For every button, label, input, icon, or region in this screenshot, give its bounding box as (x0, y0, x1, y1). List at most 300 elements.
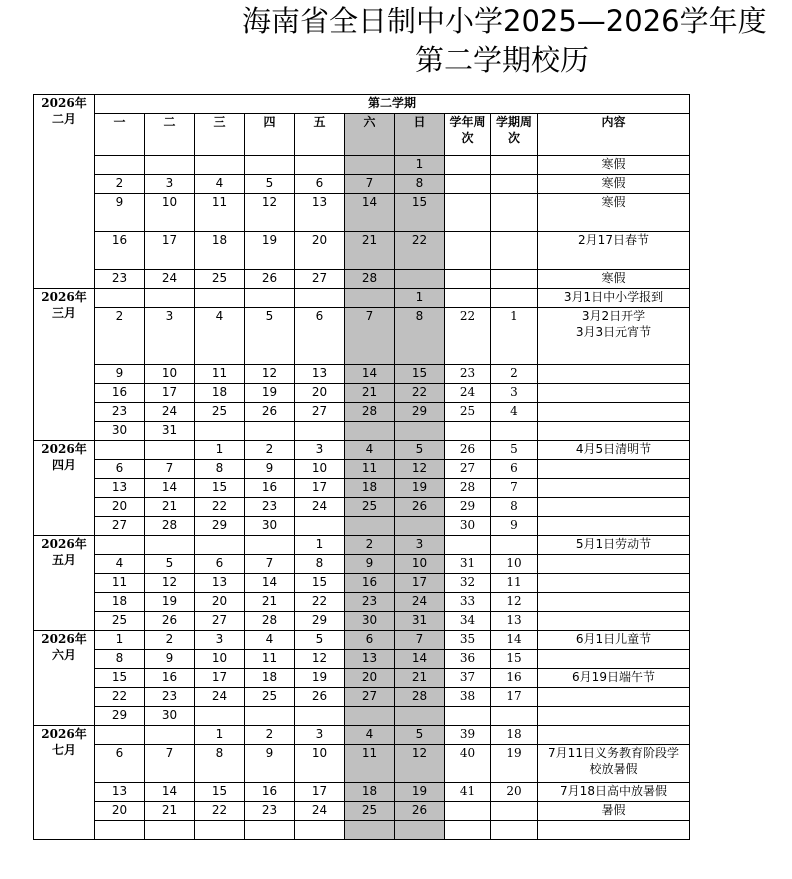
week-row (34, 745, 690, 783)
day-cell: 1 (395, 289, 445, 308)
day-cell: 3 (295, 441, 345, 460)
day-cell: 2 (345, 536, 395, 555)
day-cell: 12 (145, 574, 195, 593)
day-cell: 12 (395, 745, 445, 783)
day-cell: 26 (395, 802, 445, 821)
day-cell: 16 (345, 574, 395, 593)
day-cell: 4 (345, 441, 395, 460)
day-cell: 17 (195, 669, 245, 688)
month-name: 七月 (51, 743, 76, 757)
day-cell (95, 156, 145, 175)
school-year-week-cell: 30 (445, 517, 491, 536)
content-cell (538, 479, 690, 498)
day-cell: 1 (295, 536, 345, 555)
day-cell: 3 (145, 175, 195, 194)
semester-week-cell (491, 422, 538, 441)
day-cell: 12 (295, 650, 345, 669)
day-cell: 27 (345, 688, 395, 707)
day-cell: 13 (195, 574, 245, 593)
day-cell (295, 289, 345, 308)
day-cell: 8 (195, 460, 245, 479)
content-cell (538, 156, 690, 175)
header-month-cell (34, 95, 95, 289)
day-cell: 12 (245, 194, 295, 232)
day-cell: 21 (145, 498, 195, 517)
day-cell: 10 (295, 745, 345, 783)
day-cell: 5 (145, 555, 195, 574)
day-cell: 11 (195, 194, 245, 232)
day-cell: 26 (245, 403, 295, 422)
day-cell: 23 (245, 802, 295, 821)
day-cell: 25 (345, 802, 395, 821)
day-cell: 4 (195, 175, 245, 194)
content-cell (538, 593, 690, 612)
day-cell: 29 (195, 517, 245, 536)
content-header: 内容 (538, 114, 690, 156)
semester-week-cell: 6 (491, 460, 538, 479)
month-year: 2026年 (41, 632, 87, 646)
day-cell: 21 (345, 232, 395, 270)
day-cell: 17 (145, 232, 195, 270)
school-year-week-header: 学年周次 (445, 114, 491, 156)
day-cell: 24 (145, 403, 195, 422)
day-cell: 15 (195, 783, 245, 802)
week-row (34, 555, 690, 574)
day-cell: 15 (95, 669, 145, 688)
content-cell (538, 574, 690, 593)
day-cell: 13 (95, 783, 145, 802)
content-note: 6月1日儿童节 (575, 632, 652, 646)
week-row (34, 783, 690, 802)
day-cell (345, 821, 395, 840)
day-cell (395, 821, 445, 840)
day-cell: 12 (395, 460, 445, 479)
day-cell: 5 (395, 726, 445, 745)
content-cell (538, 669, 690, 688)
day-cell: 13 (345, 650, 395, 669)
month-name: 六月 (51, 648, 76, 662)
day-cell: 2 (145, 631, 195, 650)
day-cell: 11 (245, 650, 295, 669)
day-cell: 20 (295, 384, 345, 403)
semester-week-cell: 4 (491, 403, 538, 422)
day-cell: 8 (395, 308, 445, 365)
week-row (34, 479, 690, 498)
content-cell (538, 365, 690, 384)
day-cell: 27 (295, 403, 345, 422)
day-cell: 14 (145, 783, 195, 802)
day-cell: 27 (195, 612, 245, 631)
day-cell (195, 821, 245, 840)
content-cell (538, 821, 690, 840)
week-row (34, 574, 690, 593)
school-year-week-cell (445, 536, 491, 555)
month-name: 三月 (51, 306, 76, 320)
semester-week-cell: 10 (491, 555, 538, 574)
day-cell (95, 536, 145, 555)
day-cell: 6 (345, 631, 395, 650)
day-cell: 12 (245, 365, 295, 384)
day-cell: 17 (295, 783, 345, 802)
semester-week-cell: 1 (491, 308, 538, 365)
school-year-week-cell: 25 (445, 403, 491, 422)
semester-week-cell (491, 156, 538, 175)
day-cell (245, 422, 295, 441)
day-cell: 6 (195, 555, 245, 574)
content-cell (538, 308, 690, 365)
day-cell: 11 (345, 745, 395, 783)
semester-week-cell: 2 (491, 365, 538, 384)
school-year-week-cell (445, 270, 491, 289)
day-cell: 8 (395, 175, 445, 194)
content-cell (538, 422, 690, 441)
month-label-cell (34, 289, 95, 441)
page-subtitle: 第二学期校历 (415, 43, 590, 77)
day-cell (95, 441, 145, 460)
day-cell: 30 (145, 707, 195, 726)
school-year-week-cell: 23 (445, 365, 491, 384)
day-cell: 9 (345, 555, 395, 574)
day-cell: 22 (195, 802, 245, 821)
day-cell (245, 289, 295, 308)
school-year-week-cell (445, 194, 491, 232)
week-row (34, 612, 690, 631)
week-row (34, 726, 690, 745)
day-cell: 13 (295, 194, 345, 232)
day-cell: 25 (245, 688, 295, 707)
day-cell: 14 (145, 479, 195, 498)
week-row (34, 669, 690, 688)
day-cell: 22 (295, 593, 345, 612)
day-cell: 26 (395, 498, 445, 517)
school-year-week-cell: 29 (445, 498, 491, 517)
semester-week-cell: 11 (491, 574, 538, 593)
day-cell: 19 (145, 593, 195, 612)
school-year-week-cell (445, 175, 491, 194)
day-cell: 23 (145, 688, 195, 707)
day-cell: 19 (245, 384, 295, 403)
day-cell: 25 (95, 612, 145, 631)
school-year-week-cell: 22 (445, 308, 491, 365)
semester-week-cell (491, 821, 538, 840)
day-cell: 6 (95, 460, 145, 479)
day-cell: 1 (95, 631, 145, 650)
day-cell: 20 (345, 669, 395, 688)
content-cell (538, 688, 690, 707)
content-cell (538, 555, 690, 574)
day-cell: 15 (395, 194, 445, 232)
day-cell (245, 707, 295, 726)
semester-week-cell: 7 (491, 479, 538, 498)
week-row (34, 821, 690, 840)
semester-week-header: 学期周次 (491, 114, 538, 156)
week-row (34, 232, 690, 270)
semester-week-cell: 9 (491, 517, 538, 536)
day-cell: 23 (345, 593, 395, 612)
content-cell (538, 460, 690, 479)
day-cell: 20 (295, 232, 345, 270)
day-cell: 15 (295, 574, 345, 593)
day-cell: 10 (295, 460, 345, 479)
day-cell: 26 (245, 270, 295, 289)
school-year-week-cell: 32 (445, 574, 491, 593)
semester-week-cell: 16 (491, 669, 538, 688)
content-cell (538, 726, 690, 745)
day-cell: 9 (95, 365, 145, 384)
content-note: 校放暑假 (589, 762, 638, 776)
school-year-week-cell: 36 (445, 650, 491, 669)
week-row (34, 498, 690, 517)
content-cell (538, 631, 690, 650)
day-cell (245, 821, 295, 840)
page-title: 海南省全日制中小学2025—2026学年度 (242, 4, 767, 38)
day-cell: 14 (395, 650, 445, 669)
day-cell: 3 (295, 726, 345, 745)
content-cell (538, 650, 690, 669)
day-cell: 31 (145, 422, 195, 441)
day-cell: 30 (95, 422, 145, 441)
content-cell (538, 707, 690, 726)
weekday-wed: 三 (195, 114, 245, 156)
semester-week-cell: 5 (491, 441, 538, 460)
day-cell: 20 (195, 593, 245, 612)
month-name: 五月 (51, 553, 76, 567)
day-cell: 1 (395, 156, 445, 175)
day-cell: 16 (145, 669, 195, 688)
day-cell: 9 (145, 650, 195, 669)
day-cell: 7 (145, 460, 195, 479)
school-year-week-cell: 27 (445, 460, 491, 479)
semester-week-cell: 12 (491, 593, 538, 612)
month-year: 2026年 (41, 290, 87, 304)
content-cell (538, 289, 690, 308)
day-cell: 3 (145, 308, 195, 365)
day-cell: 5 (295, 631, 345, 650)
day-cell: 24 (295, 498, 345, 517)
day-cell: 21 (145, 802, 195, 821)
day-cell: 24 (295, 802, 345, 821)
semester-week-cell: 8 (491, 498, 538, 517)
day-cell (345, 156, 395, 175)
day-cell: 4 (195, 308, 245, 365)
content-note: 6月19日端午节 (572, 670, 655, 684)
week-row (34, 403, 690, 422)
day-cell (345, 707, 395, 726)
semester-week-cell (491, 175, 538, 194)
day-cell: 22 (95, 688, 145, 707)
day-cell: 7 (145, 745, 195, 783)
day-cell (145, 726, 195, 745)
day-cell: 10 (145, 365, 195, 384)
day-cell: 13 (295, 365, 345, 384)
school-year-week-cell: 41 (445, 783, 491, 802)
day-cell: 3 (395, 536, 445, 555)
day-cell: 19 (395, 479, 445, 498)
day-cell (295, 707, 345, 726)
content-note: 3月1日中小学报到 (563, 290, 664, 304)
month-name: 四月 (51, 458, 76, 472)
week-row (34, 631, 690, 650)
day-cell: 10 (195, 650, 245, 669)
day-cell: 25 (195, 403, 245, 422)
day-cell (195, 156, 245, 175)
content-cell (538, 232, 690, 270)
week-row (34, 517, 690, 536)
month-year: 2026年 (41, 442, 87, 456)
day-cell: 5 (245, 308, 295, 365)
school-year-week-cell (445, 802, 491, 821)
content-note: 7月11日义务教育阶段学 (548, 746, 679, 760)
day-cell: 26 (295, 688, 345, 707)
month-label-cell (34, 441, 95, 536)
school-year-week-cell: 24 (445, 384, 491, 403)
day-cell: 18 (95, 593, 145, 612)
day-cell: 7 (245, 555, 295, 574)
day-cell (295, 821, 345, 840)
day-cell: 20 (95, 498, 145, 517)
day-cell: 21 (395, 669, 445, 688)
day-cell (145, 441, 195, 460)
day-cell: 7 (345, 175, 395, 194)
content-note: 4月5日清明节 (575, 442, 652, 456)
school-year-week-cell (445, 422, 491, 441)
day-cell: 19 (295, 669, 345, 688)
day-cell: 17 (145, 384, 195, 403)
day-cell: 29 (95, 707, 145, 726)
header-month: 二月 (51, 112, 76, 126)
day-cell: 19 (245, 232, 295, 270)
day-cell (395, 270, 445, 289)
day-cell: 16 (245, 479, 295, 498)
semester-week-cell: 15 (491, 650, 538, 669)
content-cell (538, 175, 690, 194)
day-cell (145, 821, 195, 840)
day-cell (95, 726, 145, 745)
day-cell: 19 (395, 783, 445, 802)
day-cell: 16 (245, 783, 295, 802)
week-row (34, 688, 690, 707)
day-cell (345, 289, 395, 308)
day-cell (195, 536, 245, 555)
semester-week-cell: 3 (491, 384, 538, 403)
day-cell: 10 (395, 555, 445, 574)
day-cell (245, 156, 295, 175)
day-cell: 15 (195, 479, 245, 498)
content-note: 暑假 (601, 803, 626, 817)
day-cell: 9 (245, 460, 295, 479)
day-cell: 2 (95, 308, 145, 365)
school-year-week-cell: 39 (445, 726, 491, 745)
day-cell: 30 (245, 517, 295, 536)
day-cell: 18 (195, 232, 245, 270)
content-note: 寒假 (601, 176, 626, 190)
content-note: 寒假 (601, 157, 626, 171)
semester-header: 第二学期 (95, 95, 690, 114)
day-cell: 8 (95, 650, 145, 669)
weekday-sun: 日 (395, 114, 445, 156)
day-cell: 6 (295, 308, 345, 365)
day-cell (95, 821, 145, 840)
content-note: 3月2日开学 (581, 309, 646, 323)
day-cell: 9 (95, 194, 145, 232)
week-row (34, 650, 690, 669)
school-year-week-cell: 37 (445, 669, 491, 688)
day-cell: 24 (395, 593, 445, 612)
semester-week-cell: 17 (491, 688, 538, 707)
day-cell: 13 (95, 479, 145, 498)
school-year-week-cell (445, 289, 491, 308)
week-row (34, 194, 690, 232)
semester-week-cell: 13 (491, 612, 538, 631)
day-cell: 25 (195, 270, 245, 289)
week-row (34, 707, 690, 726)
week-row (34, 270, 690, 289)
day-cell: 4 (245, 631, 295, 650)
header-year: 2026年 (41, 96, 87, 110)
school-year-week-cell (445, 156, 491, 175)
day-cell: 29 (295, 612, 345, 631)
school-year-week-cell: 40 (445, 745, 491, 783)
day-cell: 14 (345, 194, 395, 232)
day-cell (245, 536, 295, 555)
day-cell: 8 (295, 555, 345, 574)
week-row (34, 308, 690, 365)
school-year-week-cell (445, 232, 491, 270)
school-year-week-cell: 34 (445, 612, 491, 631)
day-cell (295, 422, 345, 441)
week-row (34, 802, 690, 821)
month-label-cell (34, 631, 95, 726)
day-cell (345, 422, 395, 441)
content-cell (538, 783, 690, 802)
day-cell: 21 (245, 593, 295, 612)
month-label-cell (34, 726, 95, 840)
day-cell: 4 (95, 555, 145, 574)
day-cell: 18 (345, 783, 395, 802)
school-year-week-cell: 26 (445, 441, 491, 460)
day-cell: 1 (195, 726, 245, 745)
semester-week-cell (491, 707, 538, 726)
content-cell (538, 441, 690, 460)
day-cell: 31 (395, 612, 445, 631)
semester-week-cell (491, 232, 538, 270)
day-cell: 27 (95, 517, 145, 536)
weekday-tue: 二 (145, 114, 195, 156)
week-row (34, 593, 690, 612)
school-year-week-cell: 31 (445, 555, 491, 574)
day-cell: 8 (195, 745, 245, 783)
weekday-fri: 五 (295, 114, 345, 156)
semester-week-cell (491, 289, 538, 308)
weekday-mon: 一 (95, 114, 145, 156)
month-label-cell (34, 536, 95, 631)
day-cell: 28 (345, 270, 395, 289)
day-cell (145, 289, 195, 308)
day-cell (195, 422, 245, 441)
day-cell (95, 289, 145, 308)
day-cell: 17 (295, 479, 345, 498)
school-year-week-cell: 35 (445, 631, 491, 650)
day-cell: 7 (345, 308, 395, 365)
day-cell: 14 (345, 365, 395, 384)
day-cell: 2 (245, 726, 295, 745)
semester-week-cell: 18 (491, 726, 538, 745)
day-cell: 22 (395, 232, 445, 270)
day-cell (195, 289, 245, 308)
day-cell: 16 (95, 384, 145, 403)
day-cell: 2 (95, 175, 145, 194)
day-cell: 22 (395, 384, 445, 403)
